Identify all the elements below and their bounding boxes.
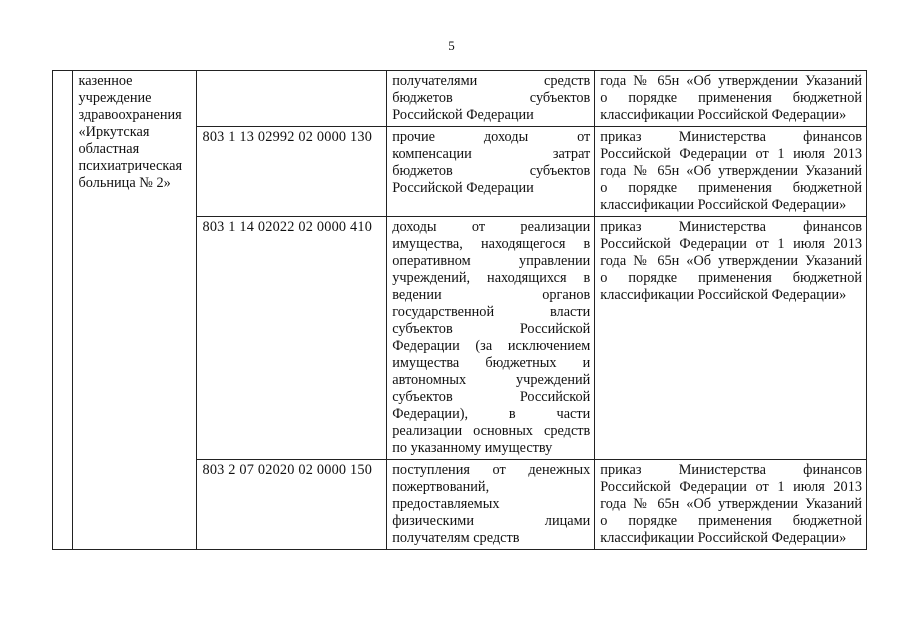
budget-code-cell: 803 2 07 02020 02 0000 150 <box>197 460 387 550</box>
income-description-cell <box>387 217 595 460</box>
legal-basis-cell <box>595 217 867 460</box>
organization-name-cell <box>73 71 197 550</box>
budget-classification-table <box>52 70 867 550</box>
income-description-line: получателям средств <box>392 530 520 546</box>
legal-basis-line: Российской Федерации от 1 июля 2013 <box>600 146 862 162</box>
income-description-line: Российской Федерации <box>392 107 534 123</box>
organization-name-line: казенное <box>78 73 133 89</box>
legal-basis-line: о порядке применения бюджетной <box>600 90 862 106</box>
legal-basis-line: года № 65н «Об утверждении Указаний <box>600 73 862 89</box>
income-description-line: прочие доходы от <box>392 129 591 145</box>
legal-basis-line: года № 65н «Об утверждении Указаний <box>600 163 862 179</box>
income-description-line: доходы от реализации <box>392 219 591 235</box>
organization-name-line: здравоохранения <box>78 107 182 123</box>
legal-basis-line: классификации Российской Федерации» <box>600 530 847 546</box>
legal-basis-line: года № 65н «Об утверждении Указаний <box>600 253 862 269</box>
income-description-line: бюджетов субъектов <box>392 163 591 179</box>
income-description-line: субъектов Российской <box>392 321 591 337</box>
income-description-line: ведении органов <box>392 287 591 303</box>
page-number: 5 <box>448 38 455 53</box>
organization-name-line: учреждение <box>78 90 152 106</box>
legal-basis-line: года № 65н «Об утверждении Указаний <box>600 496 862 512</box>
budget-code-cell <box>197 71 387 127</box>
legal-basis-line: приказ Министерства финансов <box>600 219 862 235</box>
income-description-line: Федерации (за исключением <box>392 338 591 354</box>
organization-name-line: психиатрическая <box>78 158 183 174</box>
legal-basis-line: о порядке применения бюджетной <box>600 513 862 529</box>
income-description-line: имущества бюджетных и <box>392 355 591 371</box>
budget-code-cell: 803 1 13 02992 02 0000 130 <box>197 127 387 217</box>
legal-basis-line: классификации Российской Федерации» <box>600 107 847 123</box>
legal-basis-cell <box>595 71 867 127</box>
organization-name-line: больница № 2» <box>78 175 171 191</box>
table-body <box>53 71 867 550</box>
income-description-cell <box>387 460 595 550</box>
income-description-line: получателями средств <box>392 73 591 89</box>
income-description-cell <box>387 71 595 127</box>
income-description-line: автономных учреждений <box>392 372 591 388</box>
legal-basis-line: Российской Федерации от 1 июля 2013 <box>600 479 862 495</box>
income-description-line: учреждений, находящихся в <box>392 270 591 286</box>
income-description-line: оперативном управлении <box>392 253 591 269</box>
income-description-line: физическими лицами <box>392 513 591 529</box>
legal-basis-cell <box>595 127 867 217</box>
legal-basis-line: приказ Министерства финансов <box>600 129 862 145</box>
legal-basis-line: классификации Российской Федерации» <box>600 197 847 213</box>
organization-name-line: областная <box>78 141 140 157</box>
legal-basis-line: Российской Федерации от 1 июля 2013 <box>600 236 862 252</box>
income-description-line: компенсации затрат <box>392 146 591 162</box>
organization-name-line: «Иркутская <box>78 124 150 140</box>
income-description-line: бюджетов субъектов <box>392 90 591 106</box>
income-description-line: пожертвований, <box>392 479 490 495</box>
legal-basis-line: о порядке применения бюджетной <box>600 180 862 196</box>
income-description-line: субъектов Российской <box>392 389 591 405</box>
budget-code-cell: 803 1 14 02022 02 0000 410 <box>197 217 387 460</box>
income-description-cell <box>387 127 595 217</box>
legal-basis-cell <box>595 460 867 550</box>
income-description-line: государственной власти <box>392 304 591 320</box>
income-description-line: реализации основных средств <box>392 423 591 439</box>
income-description-line: имущества, находящегося в <box>392 236 591 252</box>
income-description-line: поступления от денежных <box>392 462 591 478</box>
income-description-line: Федерации), в части <box>392 406 591 422</box>
row-number-cell <box>53 71 73 550</box>
table-row <box>53 71 867 127</box>
income-description-line: по указанному имуществу <box>392 440 553 456</box>
legal-basis-line: о порядке применения бюджетной <box>600 270 862 286</box>
income-description-line: Российской Федерации <box>392 180 534 196</box>
legal-basis-line: классификации Российской Федерации» <box>600 287 847 303</box>
legal-basis-line: приказ Министерства финансов <box>600 462 862 478</box>
income-description-line: предоставляемых <box>392 496 500 512</box>
